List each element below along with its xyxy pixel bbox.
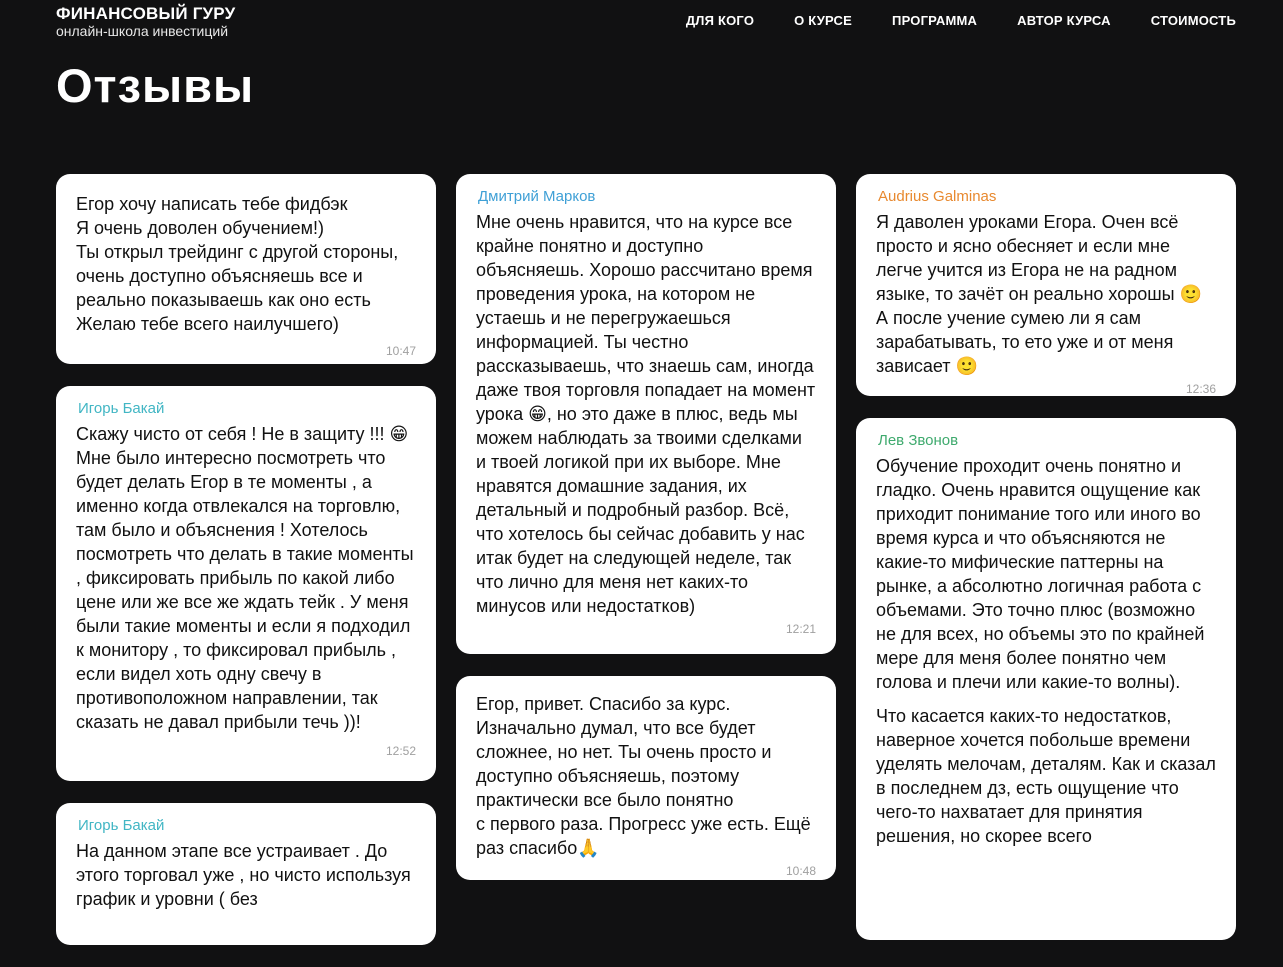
review-text: Егор хочу написать тебе фидбэк Я очень доволен обучением!) Ты открыл трейдинг с другой стороны, очень доступно объясняешь все и реально показываешь как оно есть Желаю тебе всего наилучшего) [76, 194, 399, 334]
review-author: Audrius Galminas [878, 188, 997, 205]
review-text [876, 454, 1216, 848]
review-card [456, 676, 836, 880]
review-card [856, 418, 1236, 940]
review-text: Егор, привет. Спасибо за курс. Изначально думал, что все будет сложнее, но нет. Ты очень просто и доступно объясняешь, поэтому практически все было понятно с первого раза. Прогресс уже есть. Ещё раз спасибо🙏 [476, 694, 811, 858]
review-author: Игорь Бакай [78, 400, 165, 417]
review-author: Игорь Бакай [78, 817, 165, 834]
reviews-column-3 [856, 174, 1236, 962]
review-card [856, 174, 1236, 396]
review-time: 12:52 [385, 744, 416, 758]
reviews-column-1 [56, 174, 436, 967]
nav-for-whom[interactable]: ДЛЯ КОГО [685, 13, 755, 28]
review-author: Дмитрий Марков [478, 188, 596, 205]
review-time: 12:21 [785, 622, 816, 636]
nav-about-course[interactable]: О КУРСЕ [794, 13, 853, 28]
nav-program[interactable]: ПРОГРАММА [892, 13, 978, 28]
main-nav [686, 13, 1236, 28]
review-card [56, 386, 436, 781]
nav-price[interactable]: СТОИМОСТЬ [1150, 13, 1236, 28]
review-card [56, 174, 436, 364]
page-title: Отзывы [56, 59, 255, 112]
brand-title: ФИНАНСОВЫЙ ГУРУ [56, 4, 236, 23]
reviews-column-2 [456, 174, 836, 902]
review-author: Лев Звонов [878, 432, 959, 449]
review-text: Я даволен уроками Егора. Очен всё просто и ясно обесняет и если мне легче учится из Егора не на радном языке, то зачёт он реально хорошы 🙂 А после учение сумею ли я сам зарабатывать, то ето уже и от меня зависает 🙂 [876, 212, 1203, 376]
review-paragraph: Что касается каких-то недостатков, наверное хочется побольше времени уделять мелочам, деталям. Как и сказал в последнем дз, есть ощущение что чего-то нахватает для принятия решения, но скорее всего [876, 706, 1216, 846]
nav-course-author[interactable]: АВТОР КУРСА [1017, 13, 1111, 28]
review-text: Скажу чисто от себя ! Не в защиту !!! 😁 Мне было интересно посмотреть что будет делать Егор в те моменты , а именно когда отвлекался на торговлю, там было и объяснения ! Хотелось посмотреть что делать в такие моменты , фиксировать прибыль по какой либо цене или же все же ждать тейк . У меня были такие моменты и если я подходил к монитору , то фиксировал прибыль , если видел хоть одну свечу в противоположном направлении, так сказать не давал прибыли течь ))! [76, 424, 414, 732]
brand-subtitle: онлайн-школа инвестиций [56, 23, 229, 39]
review-paragraph: Обучение проходит очень понятно и гладко. Очень нравится ощущение как приходит понимание того или иного во время курса и что объясняются не какие-то мифические паттерны на рынке, а абсолютно логичная работа с объемами. Это точно плюс (возможно не для всех, но объемы это по крайней мере для меня более понятно чем голова и плечи или какие-то волны). [876, 456, 1205, 692]
review-text: На данном этапе все устраивает . До этого торговал уже , но чисто используя график и уровни ( без [76, 841, 411, 909]
brand-logo[interactable] [56, 4, 235, 40]
review-card [56, 803, 436, 945]
review-text: Мне очень нравится, что на курсе все крайне понятно и доступно объясняешь. Хорошо рассчитано время проведения урока, на котором не устаешь и не перегружаешься информацией. Ты честно рассказываешь, что знаешь сам, иногда даже твоя торговля попадает на момент урока 😁, но это даже в плюс, ведь мы можем наблюдать за твоими сделками и твоей логикой при их выборе. Мне нравятся домашние задания, их детальный и подробный разбор. Всё, что хотелось бы сейчас добавить у нас итак будет на следующей неделе, так что лично для меня нет каких-то минусов или недостатков) [476, 212, 816, 616]
review-card [456, 174, 836, 654]
review-time: 10:47 [385, 344, 416, 358]
review-time: 10:48 [785, 864, 816, 878]
review-time: 12:36 [1185, 382, 1216, 396]
